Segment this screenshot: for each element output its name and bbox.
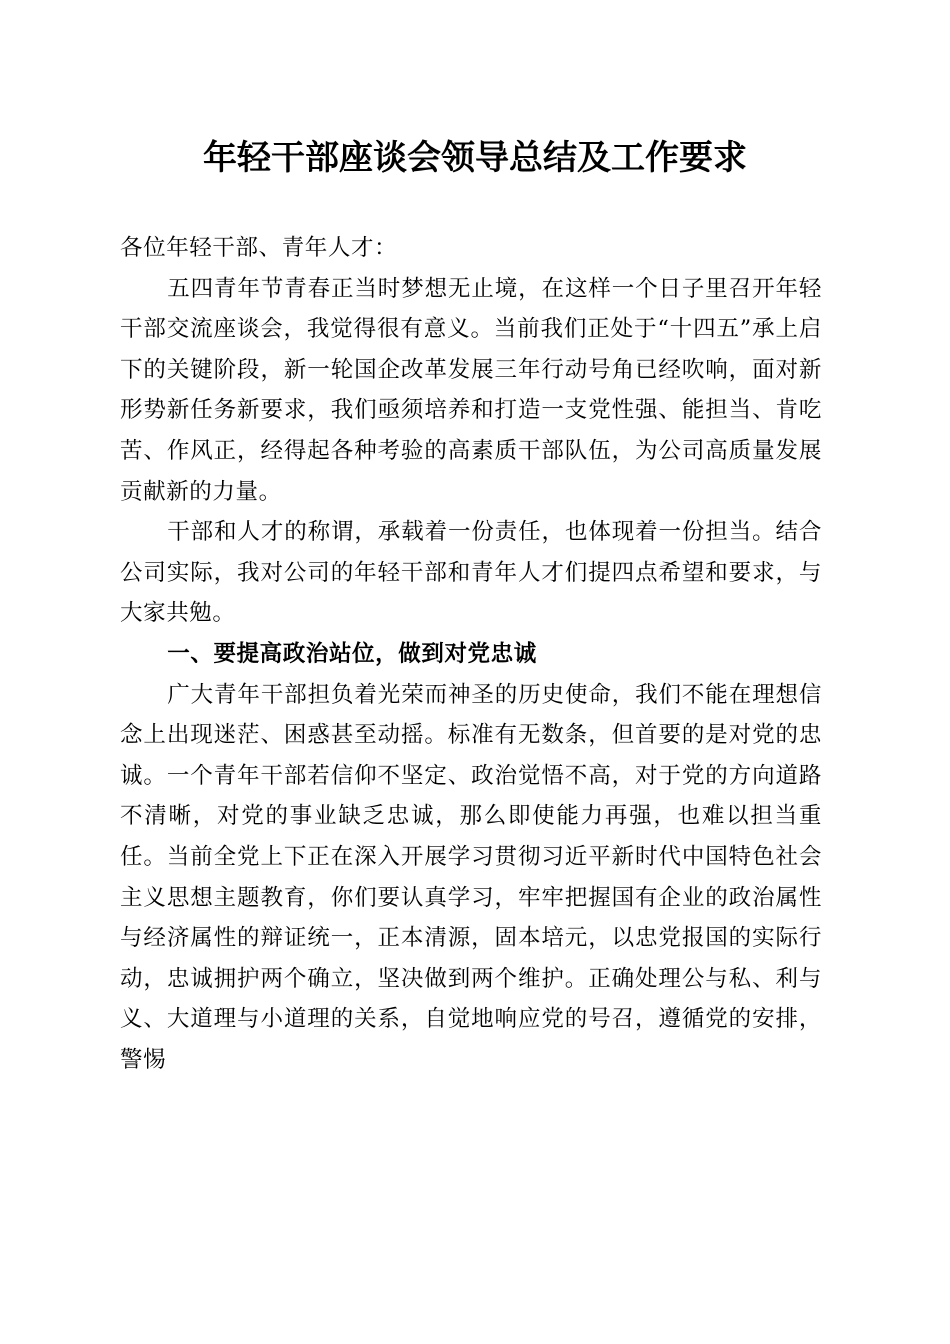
paragraph-expectations: 干部和人才的称谓，承载着一份责任，也体现着一份担当。结合公司实际，我对公司的年轻干部和青年人才们提四点希望和要求，与大家共勉。: [120, 519, 822, 627]
document-body: [120, 228, 822, 1080]
document-title: 年轻干部座谈会领导总结及工作要求: [203, 138, 747, 178]
section-1-paragraph: 广大青年干部担负着光荣而神圣的历史使命，我们不能在理想信念上出现迷茫、困惑甚至动摇。标准有无数条，但首要的是对党的忠诚。一个青年干部若信仰不坚定、政治觉悟不高，对于党的方向道路不清晰，对党的事业缺乏忠诚，那么即使能力再强，也难以担当重任。当前全党上下正在深入开展学习贯彻习近平新时代中国特色社会主义思想主题教育，你们要认真学习，牢牢把握国有企业的政治属性与经济属性的辩证统一，正本清源，固本培元，以忠党报国的实际行动，忠诚拥护两个确立，坚决做到两个维护。正确处理公与私、利与义、大道理与小道理的关系，自觉地响应党的号召，遵循党的安排，警惕: [120, 681, 822, 1073]
paragraph-intro: 五四青年节青春正当时梦想无止境，在这样一个日子里召开年轻干部交流座谈会，我觉得很有意义。当前我们正处于“十四五”承上启下的关键阶段，新一轮国企改革发展三年行动号角已经吹响，面对新形势新任务新要求，我们亟须培养和打造一支党性强、能担当、肯吃苦、作风正，经得起各种考验的高素质干部队伍，为公司高质量发展贡献新的力量。: [120, 275, 822, 505]
salutation: 各位年轻干部、青年人才：: [120, 235, 398, 261]
section-heading-1: 一、要提高政治站位，做到对党忠诚: [167, 640, 537, 667]
